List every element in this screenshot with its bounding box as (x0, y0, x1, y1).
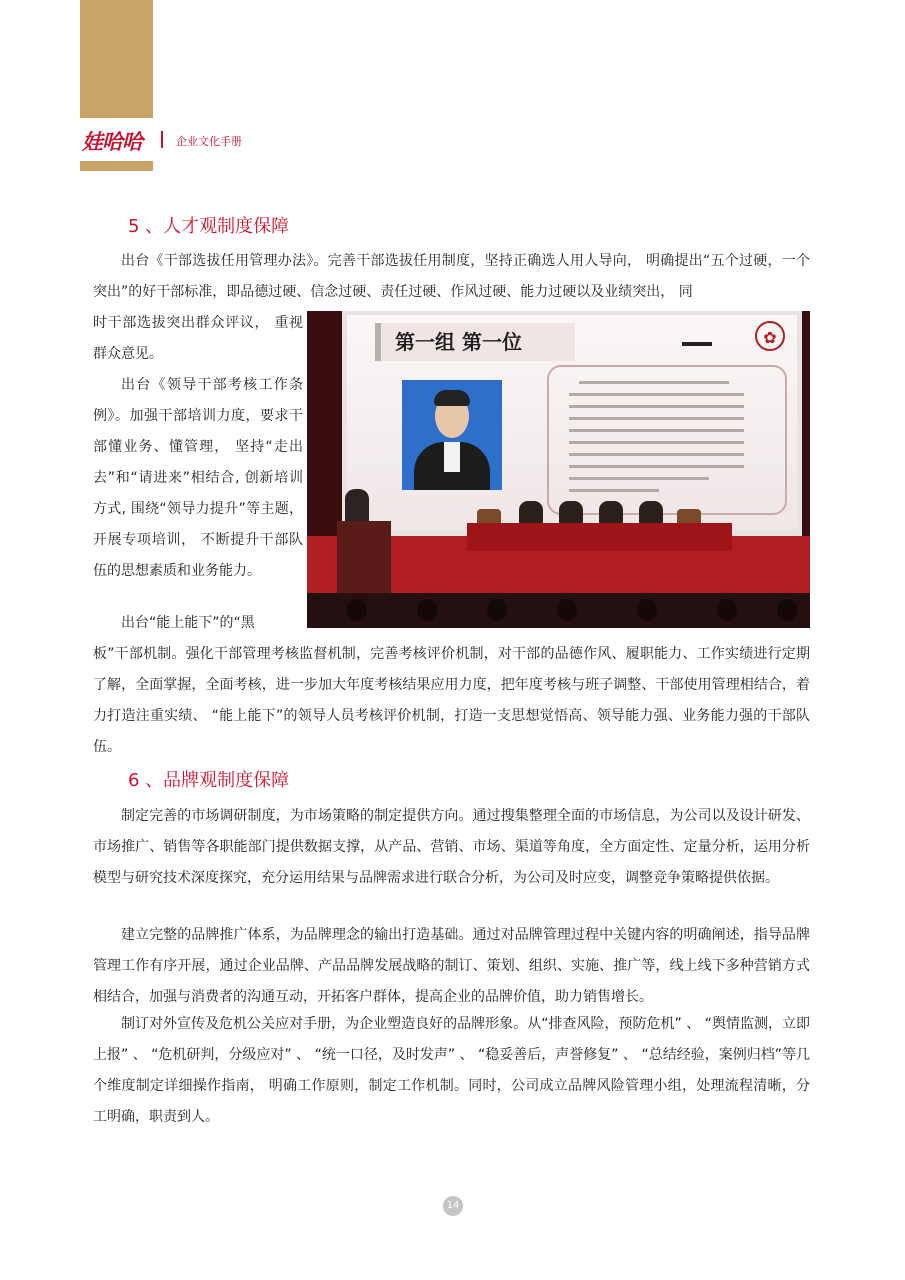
section-5-paragraph-3: 板”干部机制。强化干部管理考核监督机制，完善考核评价机制，对干部的品德作风、履职能力、工作实绩进行定期了解，全面掌握，全面考核，进一步加大年度考核结果应用力度，把年度考核与班子调整、干部使用管理相结合，着力打造注重实绩、 “能上能下”的领导人员考核评价机制，打造一支思想觉悟高、领导能力强、业务能力强的干部队伍。 (93, 646, 810, 755)
section-5-paragraph-2: 出台《领导干部考核工作条例》。加强干部培训力度，要求干部懂业务、懂管理， 坚持“走出去”和“请进来”相结合, 创新培训方式, 围绕“领导力提升”等主题， 开展专项培训， 不断提升干部队伍的思想素质和业务能力。 (93, 377, 303, 579)
bio-text-box (547, 365, 787, 515)
presentation-slide (347, 315, 797, 530)
section-5-paragraph-1-continued: 时干部选拔突出群众评议， 重视群众意见。 (93, 315, 303, 362)
section-6-paragraph-2: 建立完整的品牌推广体系，为品牌理念的输出打造基础。通过对品牌管理过程中关键内容的明确阐述，指导品牌管理工作有序开展，通过企业品牌、产品品牌发展战略的制订、策划、组织、实施、推广等，线上线下多种营销方式相结合，加强与消费者的沟通互动，开拓客户群体，提高企业的品牌价值，助力销售增长。 (93, 927, 810, 1005)
speaker (345, 489, 369, 525)
section-5-title: 5 、人才观制度保障 (128, 216, 290, 237)
header-title: 企业文化手册 (176, 135, 242, 148)
slide-dash (682, 342, 712, 346)
portrait-photo (402, 380, 502, 490)
section-6-title: 6 、品牌观制度保障 (128, 770, 290, 791)
section-6-paragraph-3: 制订对外宣传及危机公关应对手册，为企业塑造良好的品牌形象。从“排查风险，预防危机” 、 “舆情监测，立即上报” 、 “危机研判，分级应对” 、 “统一口径，及时发声” 、 “稳妥善后，声誉修复” 、 “总结经验，案例归档”等几个维度制定详细操作指南， 明确工作原则，制定工作机制。同时，公司成立品牌风险管理小组，处理流程清晰，分工明确，职责到人。 (93, 1016, 810, 1125)
page-number: 14 (443, 1196, 463, 1216)
section-6-paragraph-1: 制定完善的市场调研制度，为市场策略的制定提供方向。通过搜集整理全面的市场信息，为公司以及设计研发、市场推广、销售等各职能部门提供数据支撑，从产品、营销、市场、渠道等角度，全方面定性、定量分析，运用分析模型与研究技术深度探究，充分运用结果与品牌需求进行联合分析，为公司及时应变，调整竞争策略提供依据。 (93, 808, 810, 886)
header-divider (161, 131, 163, 148)
section-5-paragraph-3-start: 出台“能上能下”的“黑 (121, 615, 255, 631)
meeting-photo (307, 311, 810, 628)
head-table (467, 523, 732, 551)
header-gold-line (80, 161, 153, 171)
emblem-icon: ✿ (755, 321, 785, 351)
brand-logo: 娃哈哈 (82, 129, 142, 154)
header-gold-bar (80, 0, 153, 118)
slide-title: 第一组 第一位 (375, 323, 575, 361)
section-5-paragraph-1: 出台《干部选拔任用管理办法》。完善干部选拔任用制度，坚持正确选人用人导向， 明确提出“五个过硬，一个突出”的好干部标准，即品德过硬、信念过硬、责任过硬、作风过硬、能力过硬以及业绩突出， 同 (93, 253, 810, 300)
